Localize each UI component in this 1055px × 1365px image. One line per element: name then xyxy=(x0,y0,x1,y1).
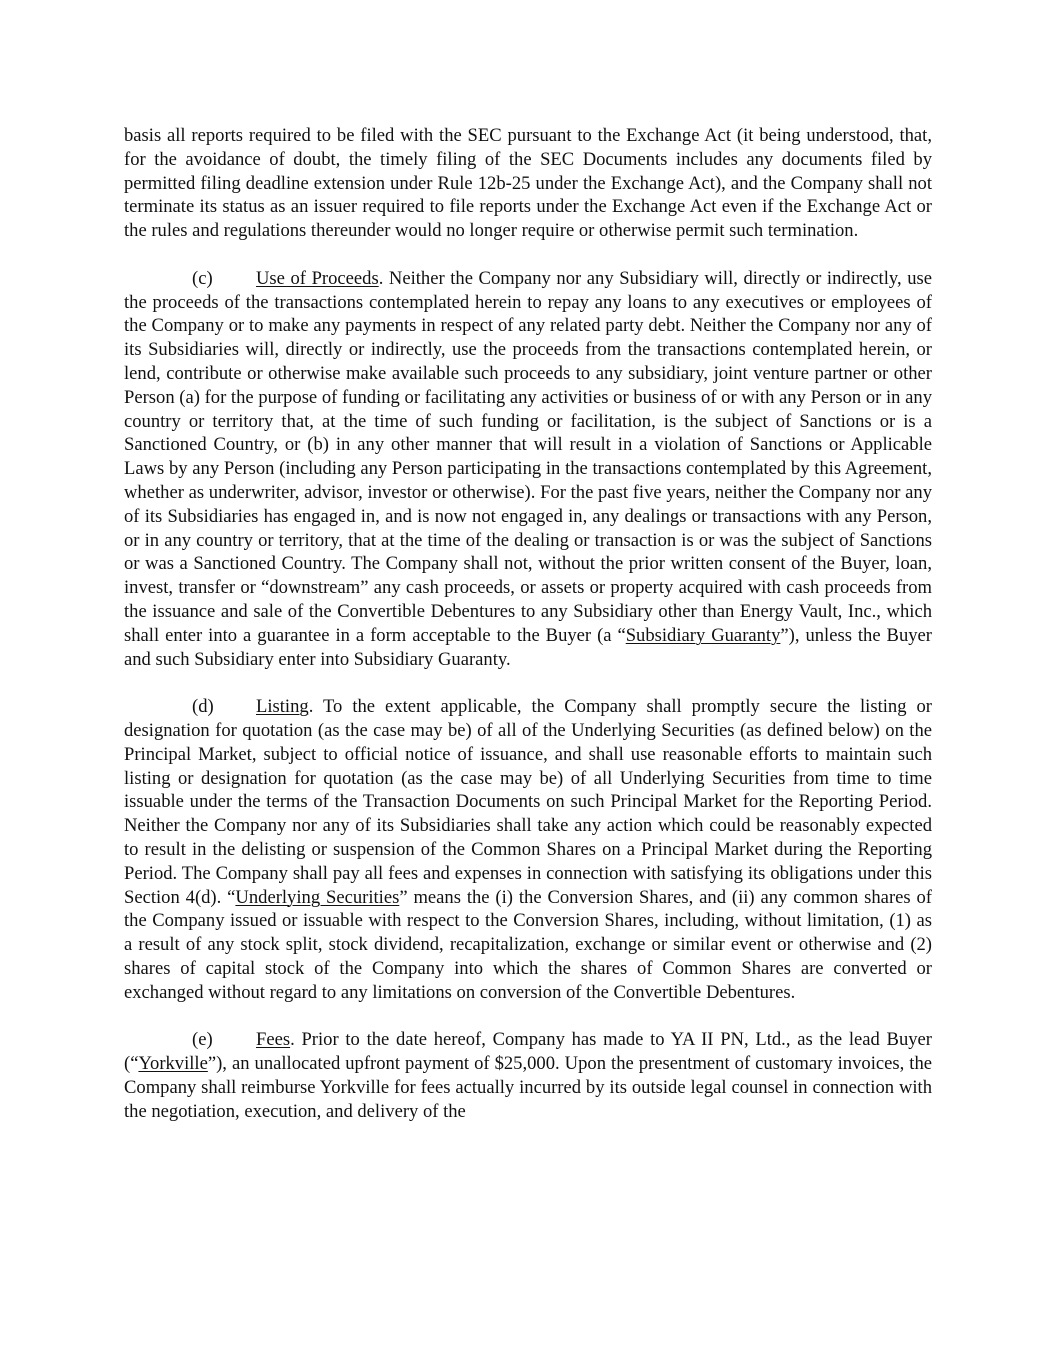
paragraph-d-listing xyxy=(124,695,932,1004)
paragraph-b-continued xyxy=(124,124,932,243)
section-heading-listing: Listing xyxy=(256,696,309,718)
paragraph-text: ” means the (i) the Conversion Shares, and (ii) any common shares of the Company issued or issuable with respect to the Conversion Shares, including, without limitation, (1) as a result of any stock split, stock dividend, recapitalization, exchange or similar event or otherwise and (2) shares of capital stock of the Company into which the shares of Common Shares are converted or exchanged without regard to any limitations on conversion of the Convertible Debentures. xyxy=(124,886,932,1003)
section-heading-use-of-proceeds: Use of Proceeds xyxy=(256,267,379,289)
paragraph-number: (d) xyxy=(192,696,214,718)
document-page xyxy=(124,124,932,1123)
paragraph-text: basis all reports required to be filed with the SEC pursuant to the Exchange Act (it being understood, that, for the avoidance of doubt, the timely filing of the SEC Documents includes any documents filed by permitted filing deadline extension under Rule 12b-25 under the Exchange Act), and the Company shall not terminate its status as an issuer required to file reports under the Exchange Act even if the Exchange Act or the rules and regulations thereunder would no longer require or otherwise permit such termination. xyxy=(124,125,932,242)
paragraph-e-fees xyxy=(124,1028,932,1123)
paragraph-text: . To the extent applicable, the Company shall promptly secure the listing or designation for quotation (as the case may be) of all of the Underlying Securities (as defined below) on the Principal Market, subject to official notice of issuance, and shall use reasonable efforts to maintain such listing or designation for quotation (as the case may be) of all Underlying Securities from time to time issuable under the terms of the Transaction Documents on such Principal Market for the Reporting Period. Neither the Company nor any of its Subsidiaries shall take any action which could be reasonably expected to result in the delisting or suspension of the Common Shares on a Principal Market during the Reporting Period. The Company shall pay all fees and expenses in connection with satisfying its obligations under this Section 4(d). “ xyxy=(124,696,932,908)
paragraph-text: . Neither the Company nor any Subsidiary will, directly or indirectly, use the proceeds of the transactions contemplated herein to repay any loans to any executives or employees of the Company or to make any payments in respect of any related party debt. Neither the Company nor any of its Subsidiaries will, directly or indirectly, use the proceeds from the transactions contemplated herein, or lend, contribute or otherwise make available such proceeds to any subsidiary, joint venture partner or other Person (a) for the purpose of funding or facilitating any activities or business of or with any Person or in any country or territory that, at the time of such funding or facilitation, is the subject of Sanctions or is a Sanctioned Country, or (b) in any other manner that will result in a violation of Sanctions or Applicable Laws by any Person (including any Person participating in the transactions contemplated by this Agreement, whether as underwriter, advisor, investor or otherwise). For the past five years, neither the Company nor any of its Subsidiaries has engaged in, and is now not engaged in, any dealings or transactions with any Person, or in any country or territory, that at the time of the dealing or transaction is or was the subject of Sanctions or was a Sanctioned Country. The Company shall not, without the prior written consent of the Buyer, loan, invest, transfer or “downstream” any cash proceeds, or assets or property acquired with cash proceeds from the issuance and sale of the Convertible Debentures to any Subsidiary other than Energy Vault, Inc., which shall enter into a guarantee in a form acceptable to the Buyer (a “ xyxy=(124,267,932,646)
paragraph-text: . Prior to the date hereof, Company has made to YA II PN, Ltd., as the lead Buyer (“ xyxy=(124,1029,932,1075)
paragraph-number: (c) xyxy=(192,267,213,289)
paragraph-number: (e) xyxy=(192,1029,213,1051)
paragraph-text: ”), an unallocated upfront payment of $25,000. Upon the presentment of customary invoices, the Company shall reimburse Yorkville for fees actually incurred by its outside legal counsel in connection with the negotiation, execution, and delivery of the xyxy=(124,1053,932,1122)
defined-term-underlying-securities: Underlying Securities xyxy=(235,886,400,908)
defined-term-subsidiary-guaranty: Subsidiary Guaranty xyxy=(625,624,781,646)
paragraph-text: ”), unless the Buyer and such Subsidiary enter into Subsidiary Guaranty. xyxy=(124,624,932,670)
section-heading-fees: Fees xyxy=(256,1029,291,1051)
paragraph-c-use-of-proceeds xyxy=(124,267,932,672)
defined-term-yorkville: Yorkville xyxy=(138,1053,208,1075)
